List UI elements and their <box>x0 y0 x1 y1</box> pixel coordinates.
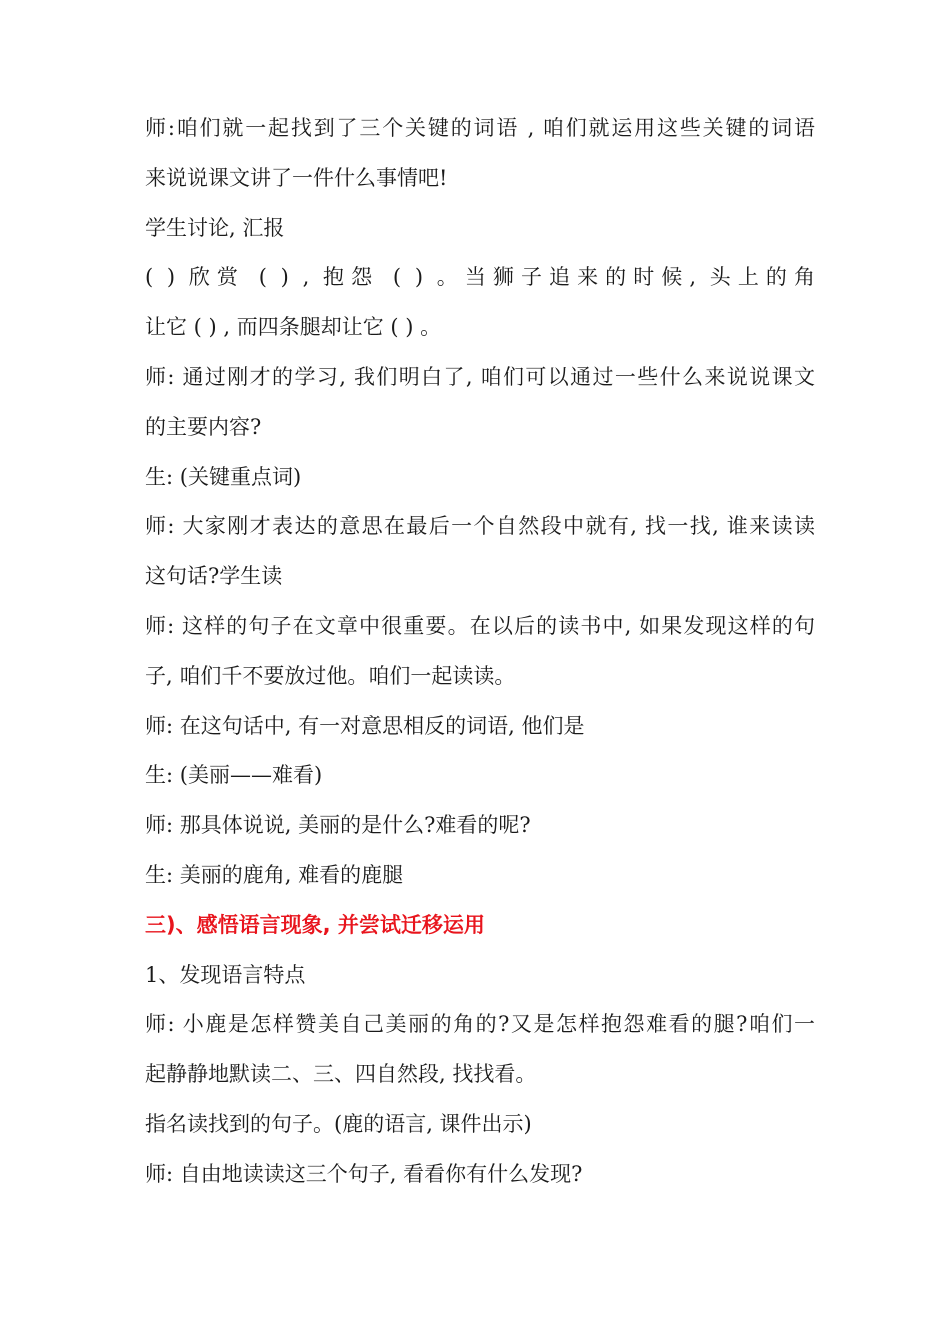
paragraph-line: 这句话?学生读 <box>145 564 283 589</box>
paragraph-line: 师: 通过刚才的学习, 我们明白了, 咱们可以通过一些什么来说说课文 <box>145 364 815 389</box>
paragraph-line: 师: 在这句话中, 有一对意思相反的词语, 他们是 <box>145 713 585 738</box>
paragraph-line: 来说说课文讲了一件什么事情吧! <box>145 165 448 190</box>
document-body <box>145 104 815 1200</box>
paragraph-line: 师: 这样的句子在文章中很重要。在以后的读书中, 如果发现这样的句 <box>145 613 815 638</box>
paragraph-line: 师: 自由地读读这三个句子, 看看你有什么发现? <box>145 1161 583 1186</box>
paragraph-line: 师: 小鹿是怎样赞美自己美丽的角的?又是怎样抱怨难看的腿?咱们一 <box>145 1012 815 1037</box>
paragraph-line: 让它 ( ) , 而四条腿却让它 ( ) 。 <box>145 315 442 340</box>
paragraph-line: 生: (美丽——难看) <box>145 763 323 788</box>
paragraph-line: 师: 那具体说说, 美丽的是什么?难看的呢? <box>145 813 531 838</box>
paragraph-line: ( ) 欣赏 ( ) , 抱怨 ( ) 。当狮子追来的时候, 头上的角 <box>145 265 815 290</box>
paragraph-line: 子, 咱们千不要放过他。咱们一起读读。 <box>145 663 516 688</box>
section-heading: 三)、感悟语言现象, 并尝试迁移运用 <box>145 912 485 937</box>
paragraph-line: 生: 美丽的鹿角, 难看的鹿腿 <box>145 862 404 887</box>
paragraph-line: 生: (关键重点词) <box>145 464 302 489</box>
paragraph-line: 1、发现语言特点 <box>145 962 306 987</box>
paragraph-line: 指名读找到的句子。(鹿的语言, 课件出示) <box>145 1111 532 1136</box>
paragraph-line: 学生讨论, 汇报 <box>145 215 285 240</box>
paragraph-line: 师:咱们就一起找到了三个关键的词语 , 咱们就运用这些关键的词语 <box>145 116 815 140</box>
paragraph-line: 起静静地默读二、三、四自然段, 找找看。 <box>145 1062 537 1087</box>
paragraph-line: 的主要内容? <box>145 414 262 439</box>
paragraph-line: 师: 大家刚才表达的意思在最后一个自然段中就有, 找一找, 谁来读读 <box>145 514 815 539</box>
